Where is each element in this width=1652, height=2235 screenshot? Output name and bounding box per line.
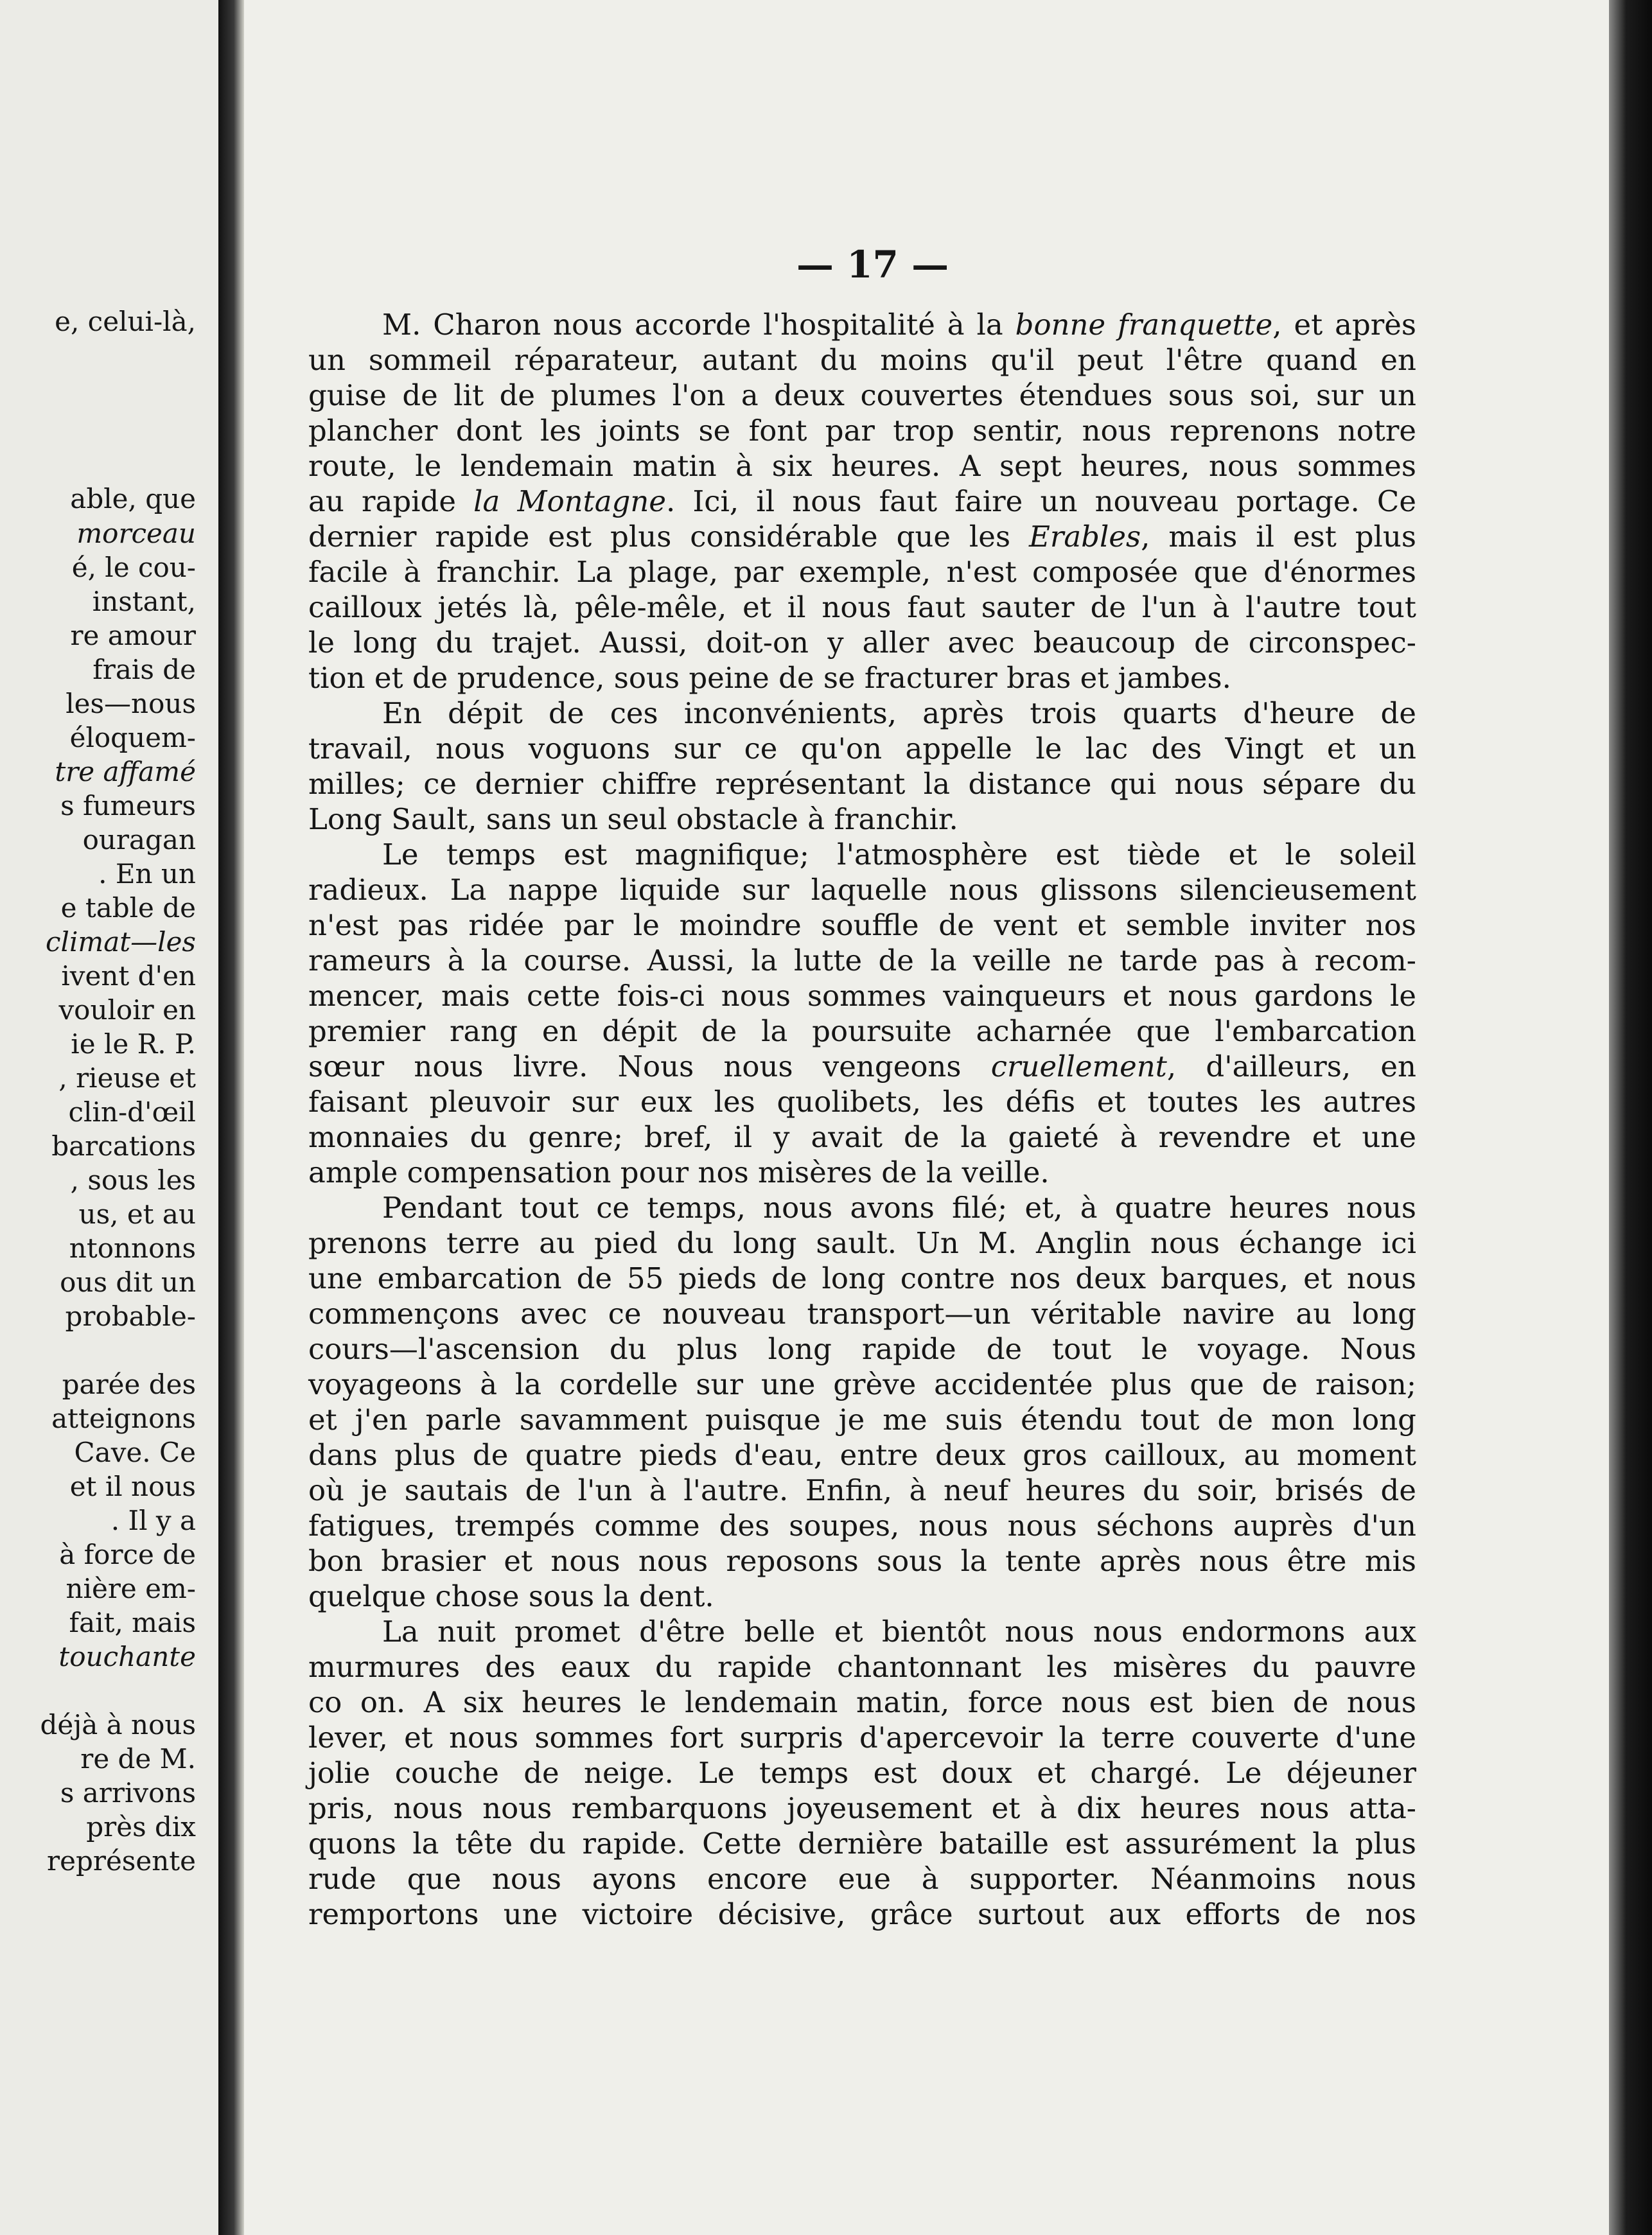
text-line: cours—l'ascension du plus long rapide de tout le voyage. Nous <box>308 1332 1416 1366</box>
text-line: La nuit promet d'être belle et bientôt nous nous endormons aux <box>382 1615 1416 1649</box>
text-line: cailloux jetés là, pêle-mêle, et il nous faut sauter de l'un à l'autre tout <box>308 590 1416 624</box>
left-column-line: é, le cou- <box>71 552 196 583</box>
left-column-line: re de M. <box>80 1743 196 1775</box>
text-line: sœur nous livre. Nous nous vengeons cruellement, d'ailleurs, en <box>308 1049 1416 1083</box>
text-line: plancher dont les joints se font par trop sentir, nous reprenons notre <box>308 414 1416 448</box>
left-column-line: éloquem- <box>69 722 196 753</box>
left-column-line: , sous les <box>70 1164 196 1196</box>
left-column-line: frais de <box>92 654 196 685</box>
text-line: facile à franchir. La plage, par exemple, n'est composée que d'énormes <box>308 555 1416 589</box>
left-column-line: fait, mais <box>69 1607 196 1638</box>
text-line: quons la tête du rapide. Cette dernière bataille est assurément la plus <box>308 1827 1416 1861</box>
page-edge <box>1609 0 1652 2235</box>
left-column-line: able, que <box>70 483 196 514</box>
left-column-line: parée des <box>62 1369 196 1400</box>
text-line: n'est pas ridée par le moindre souffle de vent et semble inviter nos <box>308 908 1416 942</box>
text-line: quelque chose sous la dent. <box>308 1579 714 1613</box>
text-line: rameurs à la course. Aussi, la lutte de la veille ne tarde pas à recom- <box>308 943 1416 977</box>
text-line: guise de lit de plumes l'on a deux couvertes étendues sous soi, sur un <box>308 378 1416 412</box>
text-line: jolie couche de neige. Le temps est doux et chargé. Le déjeuner <box>308 1756 1416 1790</box>
left-column-line: représente <box>47 1845 196 1877</box>
left-column-line: e, celui-là, <box>55 306 196 337</box>
text-line: dans plus de quatre pieds d'eau, entre deux gros cailloux, au moment <box>308 1438 1416 1472</box>
text-line: prenons terre au pied du long sault. Un M. Anglin nous échange ici <box>308 1226 1416 1260</box>
text-line: radieux. La nappe liquide sur laquelle nous glissons silencieusement <box>308 873 1416 907</box>
body-text <box>308 307 1416 1932</box>
text-line: Le temps est magnifique; l'atmosphère est tiède et le soleil <box>382 837 1416 872</box>
left-column-line: et il nous <box>69 1471 196 1502</box>
left-column-line: nière em- <box>66 1573 196 1604</box>
text-line: où je sautais de l'un à l'autre. Enfin, à neuf heures du soir, brisés de <box>308 1473 1416 1507</box>
left-column-line: ous dit un <box>60 1266 196 1298</box>
left-column-line: Cave. Ce <box>74 1437 196 1468</box>
text-line: dernier rapide est plus considérable que les Erables, mais il est plus <box>308 520 1416 554</box>
left-column-line: ie le R. P. <box>71 1028 196 1060</box>
left-column-line: tre affamé <box>55 756 196 787</box>
text-line: bon brasier et nous nous reposons sous la tente après nous être mis <box>308 1544 1416 1578</box>
text-line: le long du trajet. Aussi, doit-on y aller avec beaucoup de circonspec- <box>308 626 1416 660</box>
left-column-line: barcations <box>51 1130 196 1162</box>
left-column-line: e table de <box>60 892 196 924</box>
left-column-line: s arrivons <box>60 1777 196 1809</box>
left-column-line: touchante <box>58 1641 196 1672</box>
text-line: rude que nous ayons encore eue à supporter. Néanmoins nous <box>308 1862 1416 1896</box>
text-line: voyageons à la cordelle sur une grève accidentée plus que de raison; <box>308 1367 1416 1401</box>
left-column-line: les—nous <box>66 688 196 719</box>
text-line: et j'en parle savamment puisque je me suis étendu tout de mon long <box>308 1403 1416 1437</box>
text-line: murmures des eaux du rapide chantonnant les misères du pauvre <box>308 1650 1416 1684</box>
text-line: Long Sault, sans un seul obstacle à franchir. <box>308 802 958 836</box>
left-column-line: , rieuse et <box>58 1062 196 1094</box>
text-line: remportons une victoire décisive, grâce surtout aux efforts de nos <box>308 1897 1416 1931</box>
text-line: une embarcation de 55 pieds de long contre nos deux barques, et nous <box>308 1261 1416 1295</box>
left-column-line: probable- <box>65 1301 196 1332</box>
left-column-line: près dix <box>86 1811 196 1843</box>
left-column-line: ntonnons <box>69 1232 196 1264</box>
left-column-line: vouloir en <box>58 994 196 1026</box>
text-line: premier rang en dépit de la poursuite acharnée que l'embarcation <box>308 1014 1416 1048</box>
left-page-fragment <box>0 0 218 2235</box>
left-column-line: à force de <box>59 1539 196 1570</box>
text-line: pris, nous nous rembarquons joyeusement et à dix heures nous atta- <box>308 1791 1416 1825</box>
text-line: mencer, mais cette fois-ci nous sommes vainqueurs et nous gardons le <box>308 979 1416 1013</box>
text-line: Pendant tout ce temps, nous avons filé; et, à quatre heures nous <box>382 1191 1416 1225</box>
left-column-line: climat—les <box>46 926 196 958</box>
left-column-line: s fumeurs <box>60 790 196 821</box>
text-line: ample compensation pour nos misères de la veille. <box>308 1155 1050 1189</box>
text-line: route, le lendemain matin à six heures. A sept heures, nous sommes <box>308 449 1416 483</box>
left-column-line: re amour <box>70 620 196 651</box>
text-line: un sommeil réparateur, autant du moins qu'il peut l'être quand en <box>308 343 1416 377</box>
text-line: tion et de prudence, sous peine de se fracturer bras et jambes. <box>308 661 1231 695</box>
left-column-line: ouragan <box>82 824 196 855</box>
left-column-line: atteignons <box>51 1403 196 1434</box>
left-column-line: . En un <box>98 858 196 890</box>
left-column-line: . Il y a <box>110 1505 196 1536</box>
text-line: travail, nous voguons sur ce qu'on appelle le lac des Vingt et un <box>308 732 1416 766</box>
book-gutter <box>218 0 244 2235</box>
page-number: — 17 — <box>796 243 949 286</box>
left-column-line: us, et au <box>78 1198 196 1230</box>
text-line: au rapide la Montagne. Ici, il nous faut faire un nouveau portage. Ce <box>308 484 1416 518</box>
text-line: commençons avec ce nouveau transport—un véritable navire au long <box>308 1297 1416 1331</box>
text-line: M. Charon nous accorde l'hospitalité à la bonne franquette, et après <box>382 308 1416 342</box>
left-column-line: morceau <box>76 518 196 549</box>
text-line: lever, et nous sommes fort surpris d'apercevoir la terre couverte d'une <box>308 1721 1416 1755</box>
left-column-line: ivent d'en <box>61 960 196 992</box>
text-line: milles; ce dernier chiffre représentant la distance qui nous sépare du <box>308 767 1416 801</box>
left-column-line: déjà à nous <box>40 1709 196 1740</box>
text-line: fatigues, trempés comme des soupes, nous nous séchons auprès d'un <box>308 1509 1416 1543</box>
text-line: faisant pleuvoir sur eux les quolibets, les défis et toutes les autres <box>308 1085 1416 1119</box>
left-column-line: instant, <box>92 586 196 617</box>
text-line: co on. A six heures le lendemain matin, force nous est bien de nous <box>308 1685 1416 1719</box>
text-line: monnaies du genre; bref, il y avait de la gaieté à revendre et une <box>308 1120 1416 1154</box>
left-column-line: clin-d'œil <box>68 1096 196 1128</box>
text-line: En dépit de ces inconvénients, après trois quarts d'heure de <box>382 696 1416 730</box>
